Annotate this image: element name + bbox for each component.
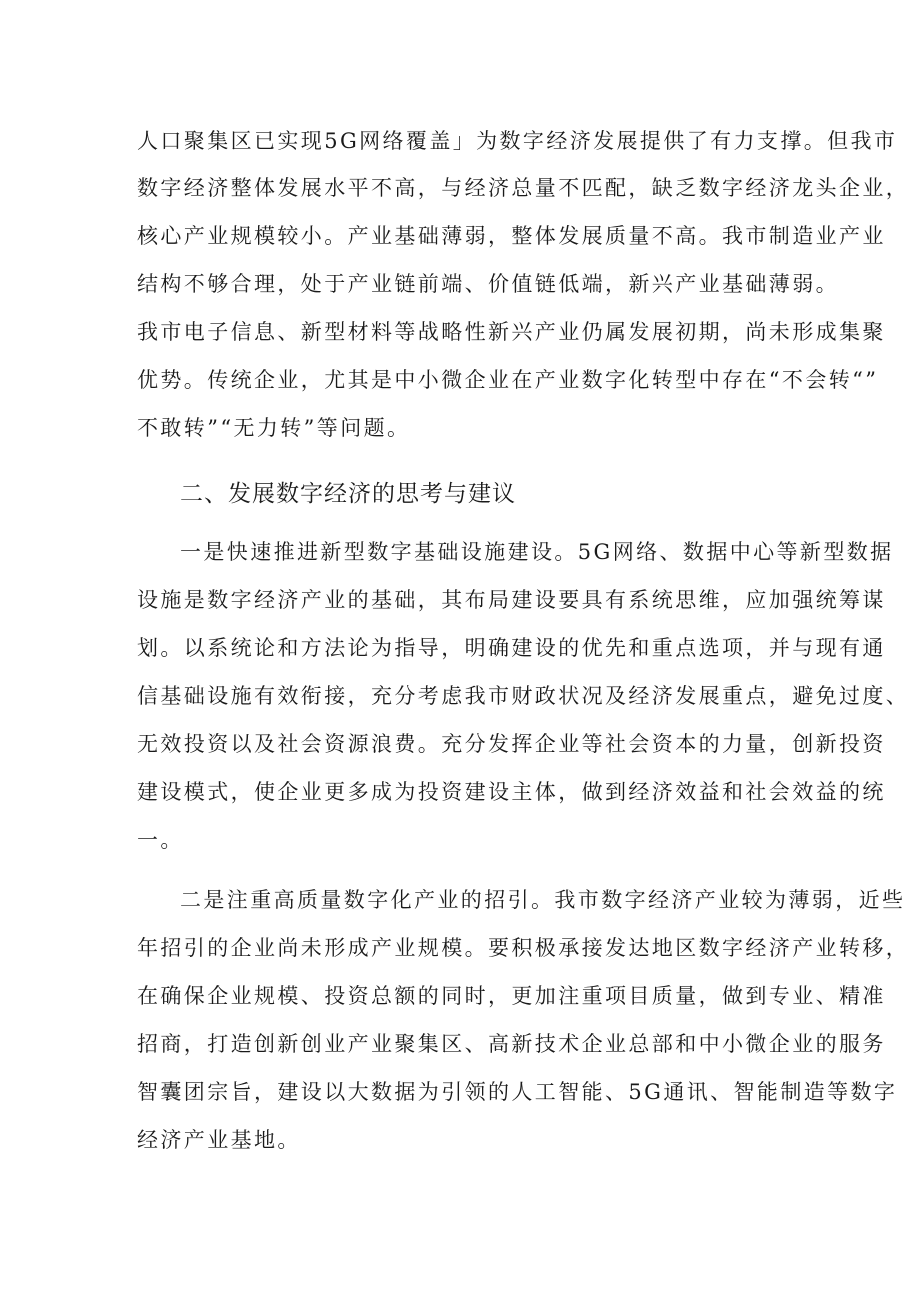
paragraph-line: 我市电子信息、新型材料等战略性新兴产业仍属发展初期，尚未形成集聚 (137, 320, 886, 344)
paragraph-line: 无效投资以及社会资源浪费。充分发挥企业等社会资本的力量，创新投资 (137, 732, 886, 756)
paragraph-line: 招商，打造创新创业产业聚集区、高新技术企业总部和中小微企业的服务 (137, 1032, 886, 1056)
paragraph-line: 一是快速推进新型数字基础设施建设。5G网络、数据中心等新型数据 (180, 540, 894, 564)
paragraph-line: 建设模式，使企业更多成为投资建设主体，做到经济效益和社会效益的统 (137, 780, 886, 804)
paragraph-line: 二是注重高质量数字化产业的招引。我市数字经济产业较为薄弱，近些 (180, 888, 906, 912)
paragraph-line: 人口聚集区已实现5G网络覆盖」为数字经济发展提供了有力支撑。但我市 (137, 129, 898, 153)
section-heading: 二、发展数字经济的思考与建议 (180, 481, 516, 507)
paragraph-line: 设施是数字经济产业的基础，其布局建设要具有系统思维，应加强统筹谋 (137, 588, 886, 612)
paragraph-line: 智囊团宗旨，建设以大数据为引领的人工智能、5G通讯、智能制造等数字 (137, 1080, 898, 1104)
paragraph-line: 信基础设施有效衔接，充分考虑我市财政状况及经济发展重点，避免过度、 (137, 684, 910, 708)
paragraph-line: 经济产业基地。 (137, 1128, 301, 1152)
paragraph-line: 一。 (137, 828, 184, 852)
paragraph-line: 数字经济整体发展水平不高，与经济总量不匹配，缺乏数字经济龙头企业， (137, 176, 910, 200)
paragraph-line: 在确保企业规模、投资总额的同时，更加注重项目质量，做到专业、精准 (137, 984, 886, 1008)
paragraph-line: 优势。传统企业，尤其是中小微企业在产业数字化转型中存在“不会转“” (137, 368, 879, 392)
paragraph-line: 划。以系统论和方法论为指导，明确建设的优先和重点选项，并与现有通 (137, 636, 886, 660)
paragraph-line: 年招引的企业尚未形成产业规模。要积极承接发达地区数字经济产业转移， (137, 936, 910, 960)
paragraph-line: 结构不够合理，处于产业链前端、价值链低端，新兴产业基础薄弱。 (137, 272, 839, 296)
paragraph-line: 不敢转”“无力转”等问题。 (137, 416, 411, 440)
paragraph-line: 核心产业规模较小。产业基础薄弱，整体发展质量不高。我市制造业产业 (137, 224, 886, 248)
